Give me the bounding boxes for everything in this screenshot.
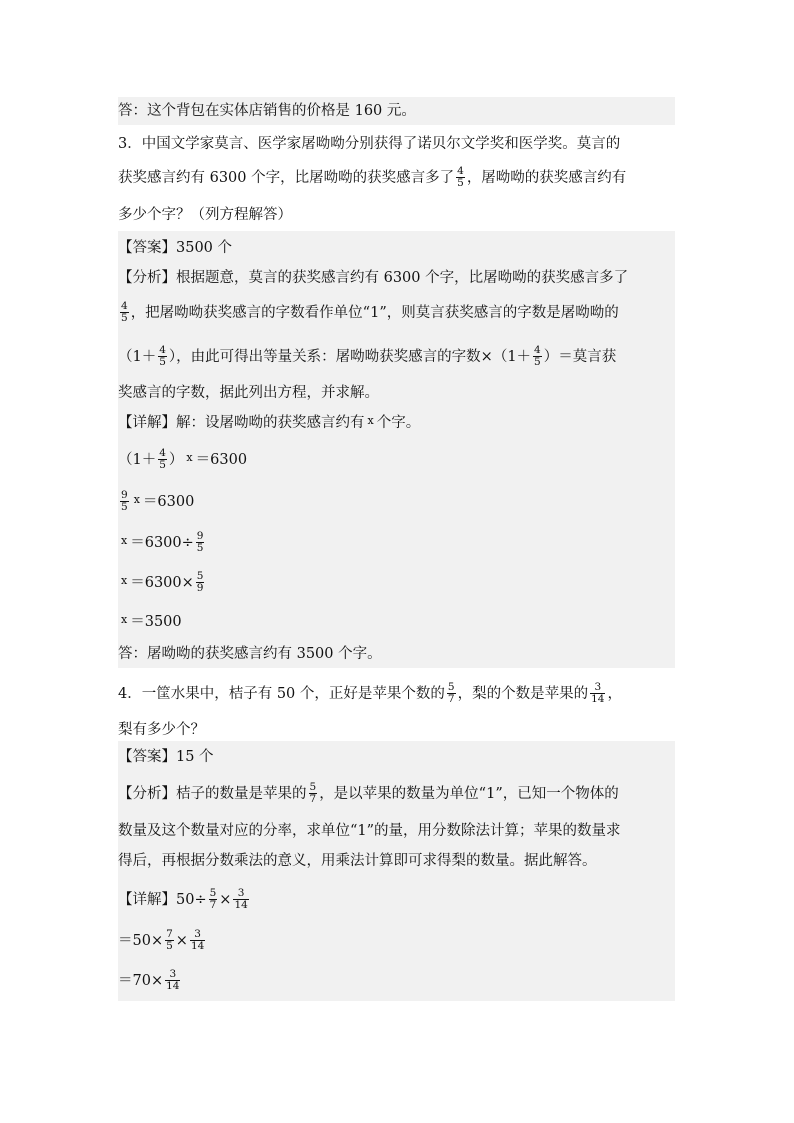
q3-line2 xyxy=(118,160,675,196)
fraction-9-5: $\frac{9}{5}$ xyxy=(121,488,128,513)
detail-text: 【详解】50÷ xyxy=(118,892,207,908)
answer-label: 【答案】3500 个 xyxy=(118,240,233,256)
q3-answer xyxy=(118,236,675,260)
equation-2 xyxy=(118,484,675,520)
q4-detail-1 xyxy=(118,882,675,918)
fraction-4-5: $\frac{4}{5}$ xyxy=(534,343,541,368)
q3-detail-1 xyxy=(118,411,675,435)
q4-analysis-1 xyxy=(118,776,675,812)
fraction-4-5: $\frac{4}{5}$ xyxy=(159,343,166,368)
variable-x: x xyxy=(186,451,193,464)
times-sign: × xyxy=(219,892,232,908)
equation-4 xyxy=(118,565,675,601)
analysis-text: ）＝莫言获 xyxy=(543,349,617,365)
variable-x: x xyxy=(133,493,140,506)
analysis-text: ，是以苹果的数量为单位“1”，已知一个物体的 xyxy=(319,786,619,802)
detail-text: ＝50× xyxy=(118,933,164,949)
q3-text: 3．中国文学家莫言、医学家屠呦呦分别获得了诺贝尔文学奖和医学奖。莫言的 xyxy=(118,136,621,152)
fraction-5-7: $\frac{5}{7}$ xyxy=(447,680,455,705)
q3-analysis-2 xyxy=(118,295,675,331)
answer-text: 答：这个背包在实体店销售的价格是 160 元。 xyxy=(118,103,416,119)
variable-x: x xyxy=(121,574,128,587)
fraction-7-5: $\frac{7}{5}$ xyxy=(166,927,173,952)
analysis-text: ，把屠呦呦获奖感言的字数看作单位“1”，则莫言获奖感言的字数是屠呦呦的 xyxy=(130,305,619,321)
equation-text: ＝6300÷ xyxy=(130,535,194,551)
variable-x: x xyxy=(121,534,128,547)
q3-analysis-3 xyxy=(118,339,675,375)
q3-text: 多少个字？（列方程解答） xyxy=(118,207,292,223)
q3-text: ，屠呦呦的获奖感言约有 xyxy=(466,170,627,186)
equation-text: （1＋ xyxy=(118,452,157,468)
fraction-4-5: $\frac{4}{5}$ xyxy=(457,164,464,189)
q4-analysis-2 xyxy=(118,819,675,843)
equation-text: ＝6300 xyxy=(195,452,248,468)
q3-analysis-4 xyxy=(118,381,675,405)
q4-detail-3 xyxy=(118,963,675,999)
equation-text: ＝6300× xyxy=(130,575,194,591)
fraction-5-9: $\frac{5}{9}$ xyxy=(196,569,204,594)
q4-answer xyxy=(118,745,675,769)
equation-text: ＝3500 xyxy=(130,614,182,630)
q4-line1 xyxy=(118,676,675,712)
fraction-4-5: $\frac{4}{5}$ xyxy=(159,446,166,471)
analysis-text: ），由此可得出等量关系：屠呦呦获奖感言的字数×（1＋ xyxy=(168,349,532,365)
detail-text: ＝70× xyxy=(118,973,164,989)
q4-analysis-3 xyxy=(118,849,675,873)
q3-line1 xyxy=(118,132,675,156)
analysis-text: 得后，再根据分数乘法的意义，用乘法计算即可求得梨的数量。据此解答。 xyxy=(118,853,597,869)
fraction-5-7: $\frac{5}{7}$ xyxy=(309,780,317,805)
analysis-text: 【分析】桔子的数量是苹果的 xyxy=(118,786,307,802)
analysis-text: （1＋ xyxy=(118,349,157,365)
detail-text: 个字。 xyxy=(376,415,421,431)
analysis-text: 数量及这个数量对应的分率，求单位“1”的量，用分数除法计算；苹果的数量求 xyxy=(118,823,621,839)
fraction-3-14: $\frac{3}{14}$ xyxy=(166,967,180,992)
answer-line-prev xyxy=(118,97,675,125)
q3-text: 获奖感言约有 6300 个字，比屠呦呦的获奖感言多了 xyxy=(118,170,455,186)
q3-final-answer xyxy=(118,642,675,666)
detail-text: 【详解】解：设屠呦呦的获奖感言约有 xyxy=(118,415,365,431)
q3-line3 xyxy=(118,203,675,227)
analysis-text: 【分析】根据题意，莫言的获奖感言约有 6300 个字，比屠呦呦的获奖感言多了 xyxy=(118,270,629,286)
fraction-9-5: $\frac{9}{5}$ xyxy=(196,529,204,554)
equation-3 xyxy=(118,525,675,561)
equation-5 xyxy=(118,610,675,634)
fraction-3-14: $\frac{3}{14}$ xyxy=(591,680,605,705)
answer-label: 【答案】15 个 xyxy=(118,749,214,765)
equation-text: ） xyxy=(168,452,184,468)
q4-text: 梨有多少个？ xyxy=(118,722,205,738)
fraction-4-5: $\frac{4}{5}$ xyxy=(121,299,128,324)
q4-text: ，梨的个数是苹果的 xyxy=(457,686,589,702)
final-answer-text: 答：屠呦呦的获奖感言约有 3500 个字。 xyxy=(118,646,382,662)
equation-text: ＝6300 xyxy=(142,494,195,510)
equation-1 xyxy=(118,442,675,478)
variable-x: x xyxy=(367,414,374,427)
analysis-text: 奖感言的字数，据此列出方程，并求解。 xyxy=(118,385,379,401)
fraction-3-14: $\frac{3}{14}$ xyxy=(234,886,248,911)
q4-comma: ， xyxy=(607,686,622,702)
times-sign: × xyxy=(175,933,188,949)
q3-analysis-1 xyxy=(118,266,675,290)
fraction-3-14: $\frac{3}{14}$ xyxy=(190,927,205,952)
fraction-5-7: $\frac{5}{7}$ xyxy=(209,886,217,911)
q4-line2 xyxy=(118,718,675,742)
variable-x: x xyxy=(121,613,128,626)
q4-text: 4．一筐水果中，桔子有 50 个，正好是苹果个数的 xyxy=(118,686,445,702)
q4-detail-2 xyxy=(118,923,675,959)
